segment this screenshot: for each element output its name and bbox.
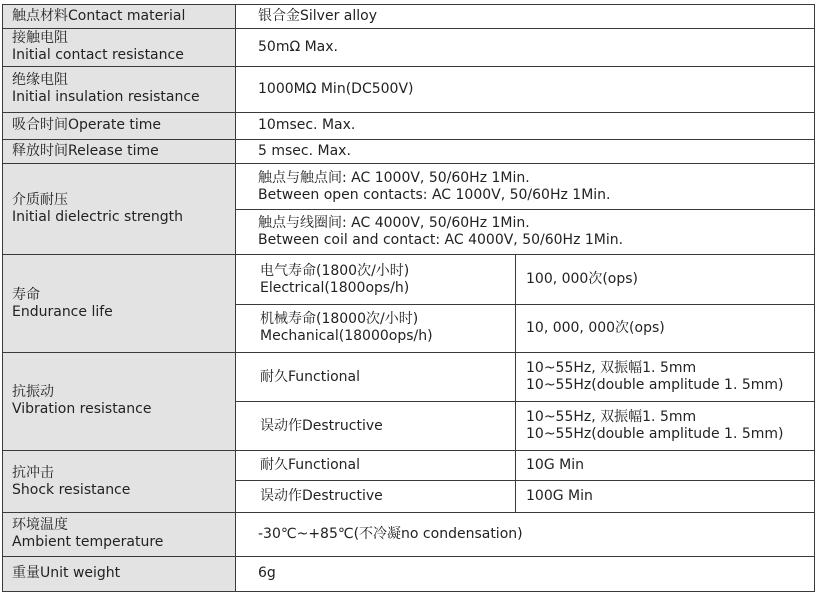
insulation-resistance-value: 1000MΩ Min(DC500V) <box>236 67 815 113</box>
operate-time-label: 吸合时间Operate time <box>3 112 236 139</box>
unit-weight-label: 重量Unit weight <box>3 556 236 591</box>
dielectric-coil-contact-zh: 触点与线圈间: AC 4000V, 50/60Hz 1Min. <box>258 215 530 232</box>
row-contact-resistance <box>3 28 815 66</box>
release-time-value: 5 msec. Max. <box>236 139 815 164</box>
vibration-destructive-value-en: 10~55Hz(double amplitude 1. 5mm) <box>526 426 784 443</box>
contact-material-label: 触点材料Contact material <box>3 5 236 29</box>
endurance-life-label-en: Endurance life <box>12 303 113 320</box>
vibration-functional-value-zh: 10~55Hz, 双振幅1. 5mm <box>526 360 697 377</box>
insulation-resistance-label-en: Initial insulation resistance <box>12 89 200 106</box>
vibration-functional-label: 耐久Functional <box>236 352 516 402</box>
vibration-destructive-label: 误动作Destructive <box>236 402 516 451</box>
row-shock-functional <box>3 451 815 481</box>
row-contact-material <box>3 5 815 29</box>
specification-table <box>2 4 815 592</box>
contact-resistance-label-en: Initial contact resistance <box>12 47 184 64</box>
endurance-mechanical-en: Mechanical(18000ops/h) <box>260 328 433 345</box>
dielectric-strength-label <box>3 164 236 255</box>
dielectric-coil-contact-en: Between coil and contact: AC 4000V, 50/60Hz 1Min. <box>258 232 624 249</box>
endurance-electrical-label <box>236 255 516 305</box>
ambient-temperature-label-en: Ambient temperature <box>12 534 164 551</box>
row-insulation-resistance <box>3 67 815 113</box>
endurance-mechanical-label <box>236 305 516 353</box>
endurance-mechanical-value: 10, 000, 000次(ops) <box>516 305 815 353</box>
endurance-electrical-en: Electrical(1800ops/h) <box>260 279 410 296</box>
endurance-mechanical-zh: 机械寿命(18000次/小时) <box>260 311 419 328</box>
row-operate-time <box>3 112 815 139</box>
vibration-destructive-value <box>516 402 815 451</box>
vibration-resistance-label-en: Vibration resistance <box>12 401 152 418</box>
dielectric-open-contacts-value <box>236 164 815 210</box>
row-dielectric-open-contacts <box>3 164 815 210</box>
vibration-destructive-value-zh: 10~55Hz, 双振幅1. 5mm <box>526 409 697 426</box>
row-unit-weight <box>3 556 815 591</box>
contact-resistance-label <box>3 28 236 66</box>
dielectric-open-contacts-zh: 触点与触点间: AC 1000V, 50/60Hz 1Min. <box>258 169 530 186</box>
row-endurance-electrical <box>3 255 815 305</box>
release-time-label: 释放时间Release time <box>3 139 236 164</box>
unit-weight-value: 6g <box>236 556 815 591</box>
shock-destructive-label: 误动作Destructive <box>236 481 516 513</box>
shock-resistance-label-en: Shock resistance <box>12 481 131 498</box>
insulation-resistance-label <box>3 67 236 113</box>
insulation-resistance-label-zh: 绝缘电阻 <box>12 72 68 89</box>
contact-material-value: 银合金Silver alloy <box>236 5 815 29</box>
shock-resistance-label <box>3 451 236 513</box>
vibration-resistance-label <box>3 352 236 450</box>
dielectric-strength-label-zh: 介质耐压 <box>12 192 68 209</box>
operate-time-value: 10msec. Max. <box>236 112 815 139</box>
row-release-time <box>3 139 815 164</box>
dielectric-coil-contact-value <box>236 209 815 255</box>
contact-resistance-value: 50mΩ Max. <box>236 28 815 66</box>
dielectric-strength-label-en: Initial dielectric strength <box>12 209 184 226</box>
shock-destructive-value: 100G Min <box>516 481 815 513</box>
shock-resistance-label-zh: 抗冲击 <box>12 464 54 481</box>
endurance-life-label-zh: 寿命 <box>12 286 40 303</box>
shock-functional-value: 10G Min <box>516 451 815 481</box>
ambient-temperature-value: -30℃~+85℃(不冷凝no condensation) <box>236 513 815 556</box>
row-ambient-temperature <box>3 513 815 556</box>
ambient-temperature-label <box>3 513 236 556</box>
shock-functional-label: 耐久Functional <box>236 451 516 481</box>
row-vibration-functional <box>3 352 815 402</box>
dielectric-open-contacts-en: Between open contacts: AC 1000V, 50/60Hz 1Min. <box>258 186 611 203</box>
contact-resistance-label-zh: 接触电阻 <box>12 30 68 47</box>
vibration-functional-value <box>516 352 815 402</box>
ambient-temperature-label-zh: 环境温度 <box>12 517 68 534</box>
endurance-life-label <box>3 255 236 352</box>
endurance-electrical-zh: 电气寿命(1800次/小时) <box>260 262 410 279</box>
vibration-functional-value-en: 10~55Hz(double amplitude 1. 5mm) <box>526 377 784 394</box>
endurance-electrical-value: 100, 000次(ops) <box>516 255 815 305</box>
vibration-resistance-label-zh: 抗振动 <box>12 384 54 401</box>
